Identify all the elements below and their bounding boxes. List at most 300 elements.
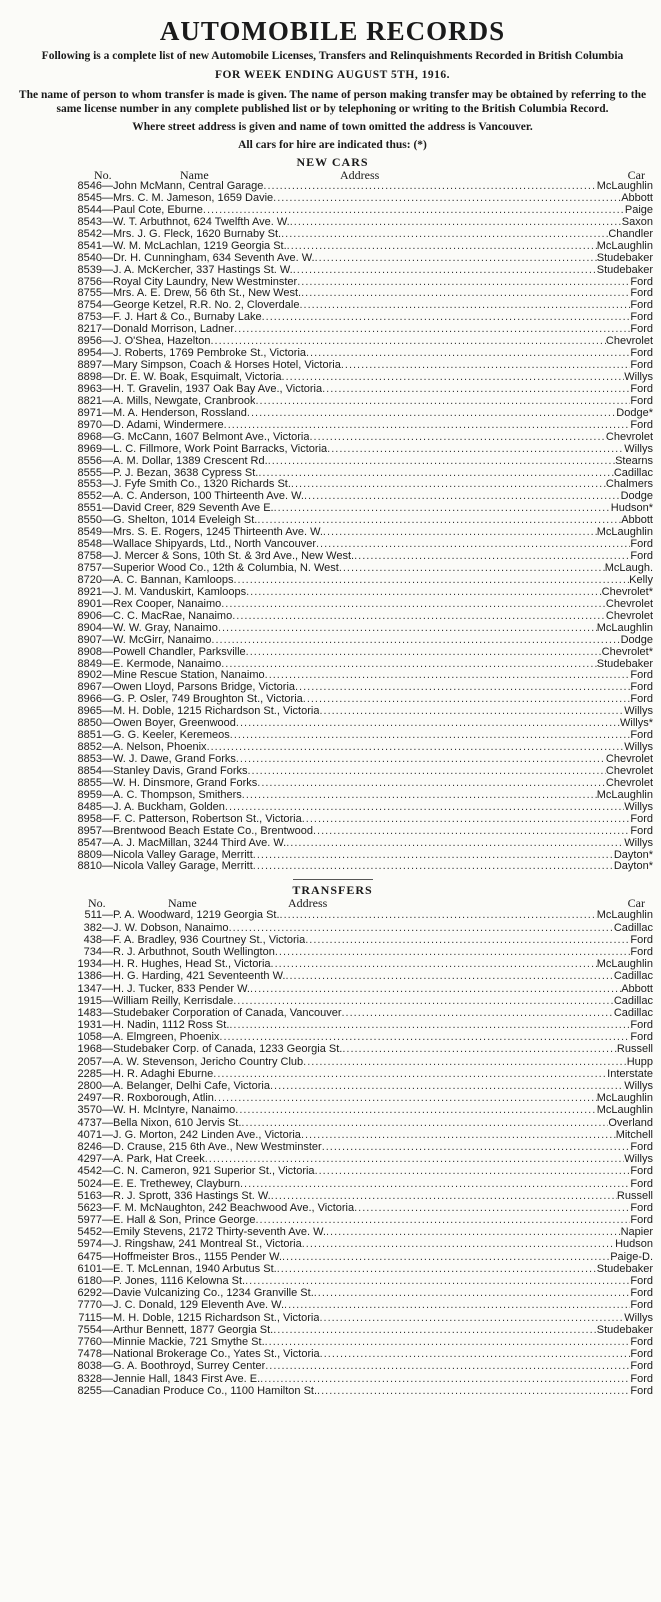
dot-leader (245, 1275, 630, 1287)
license-number: 8852 (77, 742, 102, 754)
dash-separator: — (102, 1153, 113, 1166)
dash-separator: — (102, 1080, 113, 1092)
dash-separator: — (102, 1335, 113, 1348)
list-item (12, 181, 653, 193)
transfer-note: The name of person to whom transfer is made is given. The name of person making transfer may be obtained by referring to the same license number in any complete published list or by telephoning or writing to the British Columbia Record. (18, 89, 647, 115)
car-make: Ford (630, 419, 653, 431)
list-item (12, 958, 653, 970)
list-item (12, 456, 653, 468)
owner-name-address: Dr. E. W. Boak, Esquimalt, Victoria (113, 372, 282, 383)
owner-name-address: Owen Boyer, Greenwood (113, 718, 236, 730)
dot-leader (342, 1043, 617, 1055)
license-number: 4737 (77, 1116, 102, 1129)
car-make: Ford (630, 1275, 653, 1287)
list-item (12, 909, 653, 921)
license-number: 8548 (77, 539, 102, 551)
car-make: Chevrolet (605, 765, 653, 777)
license-number: 1931 (77, 1019, 102, 1032)
license-number: 7554 (77, 1323, 102, 1336)
owner-name-address: H. R. Adaghi Eburne (113, 1067, 214, 1080)
list-item (12, 468, 653, 480)
dash-separator: — (102, 994, 113, 1007)
license-number: 1347 (77, 982, 102, 995)
dot-leader (319, 1312, 624, 1324)
car-make: Ford (630, 348, 653, 360)
car-make: Ford (630, 682, 653, 694)
list-item (12, 420, 653, 432)
list-item (12, 384, 653, 396)
dash-separator: — (102, 240, 113, 252)
list-item (12, 1360, 653, 1372)
column-header-car: Car (627, 896, 645, 911)
dash-separator: — (102, 1348, 113, 1361)
dash-separator: — (102, 777, 113, 789)
car-make: Chevrolet (605, 754, 653, 765)
dash-separator: — (102, 1031, 113, 1044)
car-make: Ford (630, 395, 653, 407)
list-item (12, 193, 653, 205)
license-number: 8757 (77, 563, 102, 574)
list-item (12, 241, 653, 253)
dash-separator: — (102, 324, 113, 336)
license-number: 8851 (77, 730, 102, 742)
list-item (12, 1238, 653, 1250)
dash-separator: — (102, 1226, 113, 1239)
dot-leader (225, 802, 624, 814)
dot-leader (315, 1165, 631, 1177)
car-make: McLaughlin (596, 1092, 653, 1105)
dash-separator: — (102, 598, 113, 610)
list-item (12, 1141, 653, 1153)
license-number: 8753 (77, 312, 102, 324)
owner-name-address: Mary Simpson, Coach & Horses Hotel, Victoria (113, 360, 341, 372)
dot-leader (297, 277, 630, 289)
dash-separator: — (102, 276, 113, 288)
dot-leader (313, 826, 630, 838)
dot-leader (221, 659, 597, 671)
owner-name-address: M. A. Henderson, Rossland (113, 407, 247, 419)
license-number: 8754 (77, 300, 102, 312)
dot-leader (274, 503, 611, 515)
dot-leader (213, 1068, 607, 1080)
owner-name-address: C. C. MacRae, Nanaimo (113, 610, 233, 622)
list-item (12, 754, 653, 766)
car-make: Ford (630, 1335, 653, 1348)
owner-name-address: E. Hall & Son, Prince George (113, 1214, 256, 1227)
dash-separator: — (102, 718, 113, 730)
license-number: 8850 (77, 718, 102, 730)
car-make: Russell (616, 1189, 653, 1202)
car-make: Dayton* (613, 849, 653, 861)
dash-separator: — (102, 970, 113, 983)
dot-leader (203, 205, 625, 217)
license-number: 8755 (77, 288, 102, 300)
dash-separator: — (102, 1372, 113, 1385)
dot-leader (301, 288, 630, 300)
dot-leader (284, 1299, 630, 1311)
dot-leader (322, 384, 630, 396)
owner-name-address: Davie Vulcanizing Co., 1234 Granville St. (113, 1287, 314, 1300)
dot-leader (271, 958, 597, 970)
owner-name-address: F. A. Bradley, 936 Courtney St., Victoria (113, 933, 306, 946)
dash-separator: — (102, 204, 113, 216)
dot-leader (326, 1226, 621, 1238)
owner-name-address: Mine Rescue Station, Nanaimo (113, 670, 265, 682)
license-number: 734 (83, 945, 102, 958)
owner-name-address: G. A. Boothroyd, Surrey Center (113, 1360, 266, 1373)
car-make: Ford (630, 1372, 653, 1385)
license-number: 8970 (77, 419, 102, 431)
dash-separator: — (102, 395, 113, 407)
owner-name-address: Paul Cote, Eburne (113, 204, 203, 216)
license-number: 8540 (77, 252, 102, 264)
list-item (12, 1178, 653, 1190)
car-make: Chevrolet* (601, 646, 653, 658)
dash-separator: — (102, 933, 113, 946)
owner-name-address: R. Roxborough, Atlin (113, 1092, 214, 1105)
license-number: 2057 (77, 1055, 102, 1068)
car-make: McLaughlin (596, 240, 653, 252)
owner-name-address: W. M. McLachlan, 1219 Georgia St. (113, 240, 287, 252)
list-item (12, 718, 653, 730)
dash-separator: — (102, 825, 113, 837)
dash-separator: — (102, 801, 113, 813)
car-make: McLaughlin (596, 181, 653, 192)
car-make: Paige (624, 204, 653, 216)
dash-separator: — (102, 1323, 113, 1336)
owner-name-address: H. R. Hughes, Head St., Victoria (113, 958, 271, 971)
dot-leader (290, 217, 622, 229)
license-number: 8555 (77, 467, 102, 479)
car-make: Studebaker (596, 264, 653, 276)
dash-separator: — (102, 1116, 113, 1129)
car-make: McLaughlin (596, 958, 653, 971)
list-item (12, 983, 653, 995)
dash-separator: — (102, 491, 113, 503)
column-header-address: Address (340, 168, 380, 182)
dash-separator: — (102, 443, 113, 455)
list-item (12, 682, 653, 694)
owner-name-address: H. Nadin, 1112 Ross St. (113, 1019, 230, 1032)
car-make: Interstate (607, 1067, 653, 1080)
car-make: Chevrolet (605, 610, 653, 622)
car-make: Cadillac (613, 994, 653, 1007)
owner-name-address: M. H. Doble, 1215 Richardson St., Victoria (113, 706, 320, 718)
dash-separator: — (102, 586, 113, 598)
owner-name-address: P. J. Bezan, 3638 Cypress St. (113, 467, 259, 479)
car-make: McLaughlin (596, 1104, 653, 1117)
list-item (12, 563, 653, 575)
owner-name-address: R. J. Sprott, 336 Hastings St. W. (113, 1189, 271, 1202)
car-make: Willys (624, 443, 653, 455)
car-make: Russell (616, 1043, 653, 1056)
new-cars-list (12, 181, 653, 873)
license-number: 8957 (77, 825, 102, 837)
list-item (12, 300, 653, 312)
list-item (12, 277, 653, 289)
list-item (12, 288, 653, 300)
list-item (12, 730, 653, 742)
list-item (12, 551, 653, 563)
list-item (12, 575, 653, 587)
dot-leader (221, 599, 606, 611)
car-make: Ford (630, 1031, 653, 1044)
license-number: 5452 (77, 1226, 102, 1239)
license-number: 438 (83, 933, 102, 946)
dot-leader (342, 1007, 614, 1019)
license-number: 8758 (77, 551, 102, 563)
dot-leader (303, 694, 631, 706)
car-make: Ford (630, 694, 653, 706)
car-make: Ford (630, 933, 653, 946)
dash-separator: — (102, 419, 113, 431)
list-item (12, 1348, 653, 1360)
car-make: Napier (620, 1226, 653, 1239)
license-number: 7478 (77, 1348, 102, 1361)
list-item (12, 229, 653, 241)
license-number: 1058 (77, 1031, 102, 1044)
license-number: 8553 (77, 479, 102, 491)
dot-leader (304, 491, 621, 503)
owner-name-address: Stanley Davis, Grand Forks (113, 765, 248, 777)
car-make: Ford (630, 312, 653, 324)
license-number: 8545 (77, 192, 102, 204)
car-make: Saxon (621, 216, 653, 228)
list-item (12, 1299, 653, 1311)
owner-name-address: Brentwood Beach Estate Co., Brentwood (113, 825, 313, 837)
list-item (12, 826, 653, 838)
dash-separator: — (102, 467, 113, 479)
new-cars-heading: NEW CARS (296, 155, 369, 169)
car-make: McLaughlin (596, 909, 653, 922)
dot-leader (253, 850, 614, 862)
list-item (12, 503, 653, 515)
license-number: 8853 (77, 754, 102, 765)
owner-name-address: M. H. Doble, 1215 Richardson St., Victoria (113, 1311, 320, 1324)
dot-leader (211, 336, 606, 348)
column-header-address: Address (288, 896, 328, 911)
owner-name-address: W. J. Dawe, Grand Forks (113, 754, 236, 765)
dash-separator: — (102, 252, 113, 264)
owner-name-address: F. C. Patterson, Robertson St., Victoria (113, 813, 302, 825)
car-make: Ford (630, 360, 653, 372)
owner-name-address: W. McGirr, Nanaimo (113, 634, 212, 646)
car-make: Studebaker (596, 1323, 653, 1336)
dash-separator: — (102, 1262, 113, 1275)
owner-name-address: J. Mercer & Sons, 10th St. & 3rd Ave., New West. (113, 551, 355, 563)
dot-leader (240, 1178, 630, 1190)
page-title: AUTOMOBILE RECORDS (159, 16, 506, 46)
dot-leader (265, 1336, 631, 1348)
car-make: Dodge (620, 634, 653, 646)
car-make: Kelly (629, 574, 653, 586)
dot-leader (316, 539, 630, 551)
intro-line: Following is a complete list of new Automobile Licenses, Transfers and Relinquishments Recorded in British Columbia (41, 50, 624, 62)
license-number: 8546 (77, 181, 102, 192)
list-item (12, 970, 653, 982)
list-item (12, 1385, 653, 1397)
license-number: 6180 (77, 1275, 102, 1287)
dot-leader (257, 778, 606, 790)
list-item (12, 1117, 653, 1129)
dot-leader (232, 611, 606, 623)
owner-name-address: G. McCann, 1607 Belmont Ave., Victoria (113, 431, 310, 443)
license-number: 1483 (77, 1006, 102, 1019)
dash-separator: — (102, 1177, 113, 1190)
list-item (12, 1080, 653, 1092)
dot-leader (282, 1251, 610, 1263)
list-item (12, 1202, 653, 1214)
dot-leader (262, 312, 631, 324)
list-item (12, 1153, 653, 1165)
owner-name-address: Mrs. J. G. Fleck, 1620 Burnaby St. (113, 228, 282, 240)
list-item (12, 324, 653, 336)
dash-separator: — (102, 837, 113, 849)
car-make: Ford (630, 825, 653, 837)
dot-leader (295, 682, 630, 694)
owner-name-address: P. A. Woodward, 1219 Georgia St. (113, 909, 280, 922)
dash-separator: — (102, 921, 113, 934)
dot-leader (229, 922, 614, 934)
license-number: 8959 (77, 789, 102, 801)
owner-name-address: E. E. Trethewey, Clayburn (113, 1177, 240, 1190)
car-make: McLaughlin (596, 789, 653, 801)
list-item (12, 205, 653, 217)
dash-separator: — (102, 1311, 113, 1324)
dash-separator: — (102, 300, 113, 312)
dot-leader (286, 838, 624, 850)
license-number: 3570 (77, 1104, 102, 1117)
owner-name-address: P. Jones, 1116 Kelowna St. (113, 1275, 246, 1287)
dot-leader (299, 300, 630, 312)
dash-separator: — (102, 479, 113, 491)
car-make: Ford (630, 539, 653, 551)
license-number: 8217 (77, 324, 102, 336)
dot-leader (282, 372, 625, 384)
license-number: 8971 (77, 407, 102, 419)
owner-name-address: W. H. McIntyre, Nanaimo (113, 1104, 236, 1117)
dash-separator: — (102, 515, 113, 527)
dash-separator: — (102, 264, 113, 276)
list-item (12, 360, 653, 372)
dash-separator: — (102, 228, 113, 240)
list-item (12, 814, 653, 826)
list-item (12, 1287, 653, 1299)
owner-name-address: H. G. Harding, 421 Seventeenth W. (113, 970, 286, 983)
owner-name-address: Mrs. C. M. Jameson, 1659 Davie (113, 192, 274, 204)
owner-name-address: A. C. Anderson, 100 Thirteenth Ave. W. (113, 491, 304, 503)
dot-leader (246, 587, 602, 599)
column-header-no: No. (88, 896, 106, 911)
owner-name-address: D. Adami, Windermere (113, 419, 224, 431)
list-item (12, 1214, 653, 1226)
car-make: Chevrolet (605, 777, 653, 789)
license-number: 7760 (77, 1335, 102, 1348)
car-make: Ford (630, 945, 653, 958)
owner-name-address: C. N. Cameron, 921 Superior St., Victoria (113, 1165, 315, 1178)
owner-name-address: W. H. Dinsmore, Grand Forks (113, 777, 258, 789)
dot-leader (250, 983, 621, 995)
car-make: Ford (630, 276, 653, 288)
list-item (12, 1068, 653, 1080)
owner-name-address: F. M. McNaughton, 242 Beachwood Ave., Victoria (113, 1201, 355, 1214)
dot-leader (230, 730, 631, 742)
dot-leader (319, 706, 624, 718)
dash-separator: — (102, 527, 113, 539)
license-number: 8965 (77, 706, 102, 718)
dot-leader (323, 527, 597, 539)
license-number: 8967 (77, 682, 102, 694)
license-number: 8809 (77, 849, 102, 861)
dash-separator: — (102, 1140, 113, 1153)
license-number: 8255 (77, 1384, 102, 1397)
dash-separator: — (102, 706, 113, 718)
dash-separator: — (102, 646, 113, 658)
list-item (12, 1165, 653, 1177)
owner-name-address: Donald Morrison, Ladner (113, 324, 235, 336)
dash-separator: — (102, 849, 113, 861)
car-make: Willys (624, 1080, 653, 1092)
dot-leader (205, 1153, 625, 1165)
dash-separator: — (102, 312, 113, 324)
license-number: 5977 (77, 1214, 102, 1227)
dash-separator: — (102, 813, 113, 825)
owner-name-address: A. C. Bannan, Kamloops (113, 574, 234, 586)
dash-separator: — (102, 348, 113, 360)
week-ending: FOR WEEK ENDING AUGUST 5TH, 1916. (215, 69, 450, 81)
dash-separator: — (102, 455, 113, 467)
dot-leader (273, 1324, 597, 1336)
dot-leader (273, 193, 621, 205)
dash-separator: — (102, 1250, 113, 1263)
list-item (12, 922, 653, 934)
list-item (12, 623, 653, 635)
owner-name-address: A. Mills, Newgate, Cranbrook (113, 395, 256, 407)
license-number: 2800 (77, 1080, 102, 1092)
license-number: 5163 (77, 1189, 102, 1202)
list-item (12, 599, 653, 611)
list-item (12, 479, 653, 491)
owner-name-address: Canadian Produce Co., 1100 Hamilton St. (113, 1384, 318, 1397)
owner-name-address: William Reilly, Kerrisdale (113, 994, 234, 1007)
dot-leader (315, 253, 597, 265)
car-make: Ford (630, 813, 653, 825)
dot-leader (233, 995, 614, 1007)
list-item (12, 694, 653, 706)
license-number: 8907 (77, 634, 102, 646)
list-item (12, 1263, 653, 1275)
license-number: 7115 (78, 1311, 102, 1324)
transfers-list (12, 909, 653, 1397)
car-make: Ford (630, 288, 653, 300)
list-item (12, 312, 653, 324)
owner-name-address: R. J. Arbuthnot, South Wellington (113, 945, 275, 958)
owner-name-address: Mrs. S. E. Rogers, 1245 Thirteenth Ave. W. (113, 527, 323, 539)
dash-separator: — (102, 730, 113, 742)
license-number: 4297 (77, 1153, 102, 1166)
list-item (12, 934, 653, 946)
car-make: Ford (630, 1201, 653, 1214)
car-make: Ford (630, 1140, 653, 1153)
license-number: 4542 (77, 1165, 102, 1178)
list-item (12, 408, 653, 420)
owner-name-address: David Creer, 829 Seventh Ave E. (113, 503, 274, 515)
owner-name-address: Owen Lloyd, Parsons Bridge, Victoria (113, 682, 295, 694)
dot-leader (281, 229, 608, 241)
owner-name-address: G. Shelton, 1014 Eveleigh St. (113, 515, 258, 527)
list-item (12, 742, 653, 754)
list-item (12, 1031, 653, 1043)
